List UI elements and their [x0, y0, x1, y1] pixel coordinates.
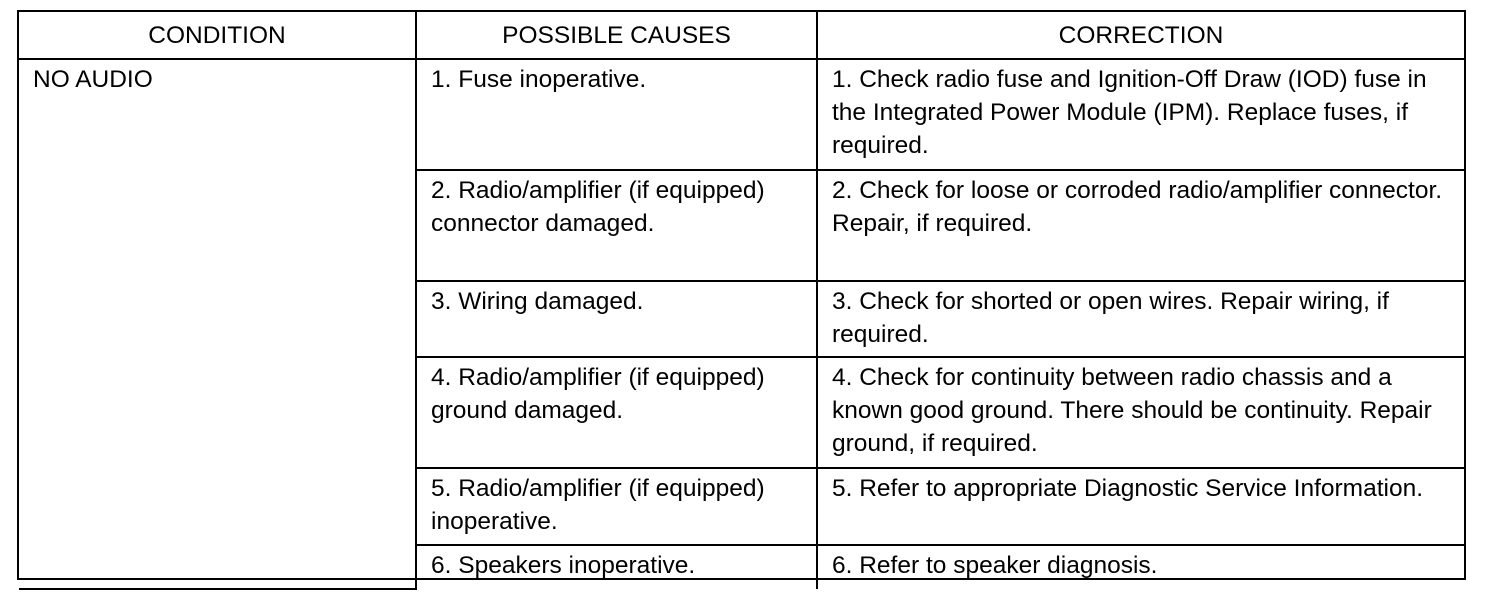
- correction-cell: 5. Refer to appropriate Diagnostic Service Information.: [817, 468, 1464, 545]
- header-condition: CONDITION: [19, 12, 416, 59]
- cause-cell: 5. Radio/amplifier (if equipped) inoperative.: [416, 468, 817, 545]
- cause-cell: 3. Wiring damaged.: [416, 281, 817, 357]
- cause-cell: 6. Speakers inoperative.: [416, 545, 817, 589]
- diagnosis-table: [19, 12, 1464, 590]
- correction-cell: 4. Check for continuity between radio chassis and a known good ground. There should be continuity. Repair ground, if required.: [817, 357, 1464, 468]
- correction-cell: 6. Refer to speaker diagnosis.: [817, 545, 1464, 589]
- cause-cell: 2. Radio/amplifier (if equipped) connector damaged.: [416, 170, 817, 281]
- condition-cell: NO AUDIO: [19, 59, 416, 589]
- cause-cell: 1. Fuse inoperative.: [416, 59, 817, 170]
- correction-cell: 3. Check for shorted or open wires. Repair wiring, if required.: [817, 281, 1464, 357]
- header-correction: CORRECTION: [817, 12, 1464, 59]
- diagnosis-table-frame: [17, 10, 1466, 580]
- table-row: [19, 59, 1464, 170]
- correction-cell: 2. Check for loose or corroded radio/amplifier connector. Repair, if required.: [817, 170, 1464, 281]
- cause-cell: 4. Radio/amplifier (if equipped) ground damaged.: [416, 357, 817, 468]
- correction-cell: 1. Check radio fuse and Ignition-Off Draw (IOD) fuse in the Integrated Power Module (IPM). Replace fuses, if required.: [817, 59, 1464, 170]
- header-possible-causes: POSSIBLE CAUSES: [416, 12, 817, 59]
- table-header-row: [19, 12, 1464, 59]
